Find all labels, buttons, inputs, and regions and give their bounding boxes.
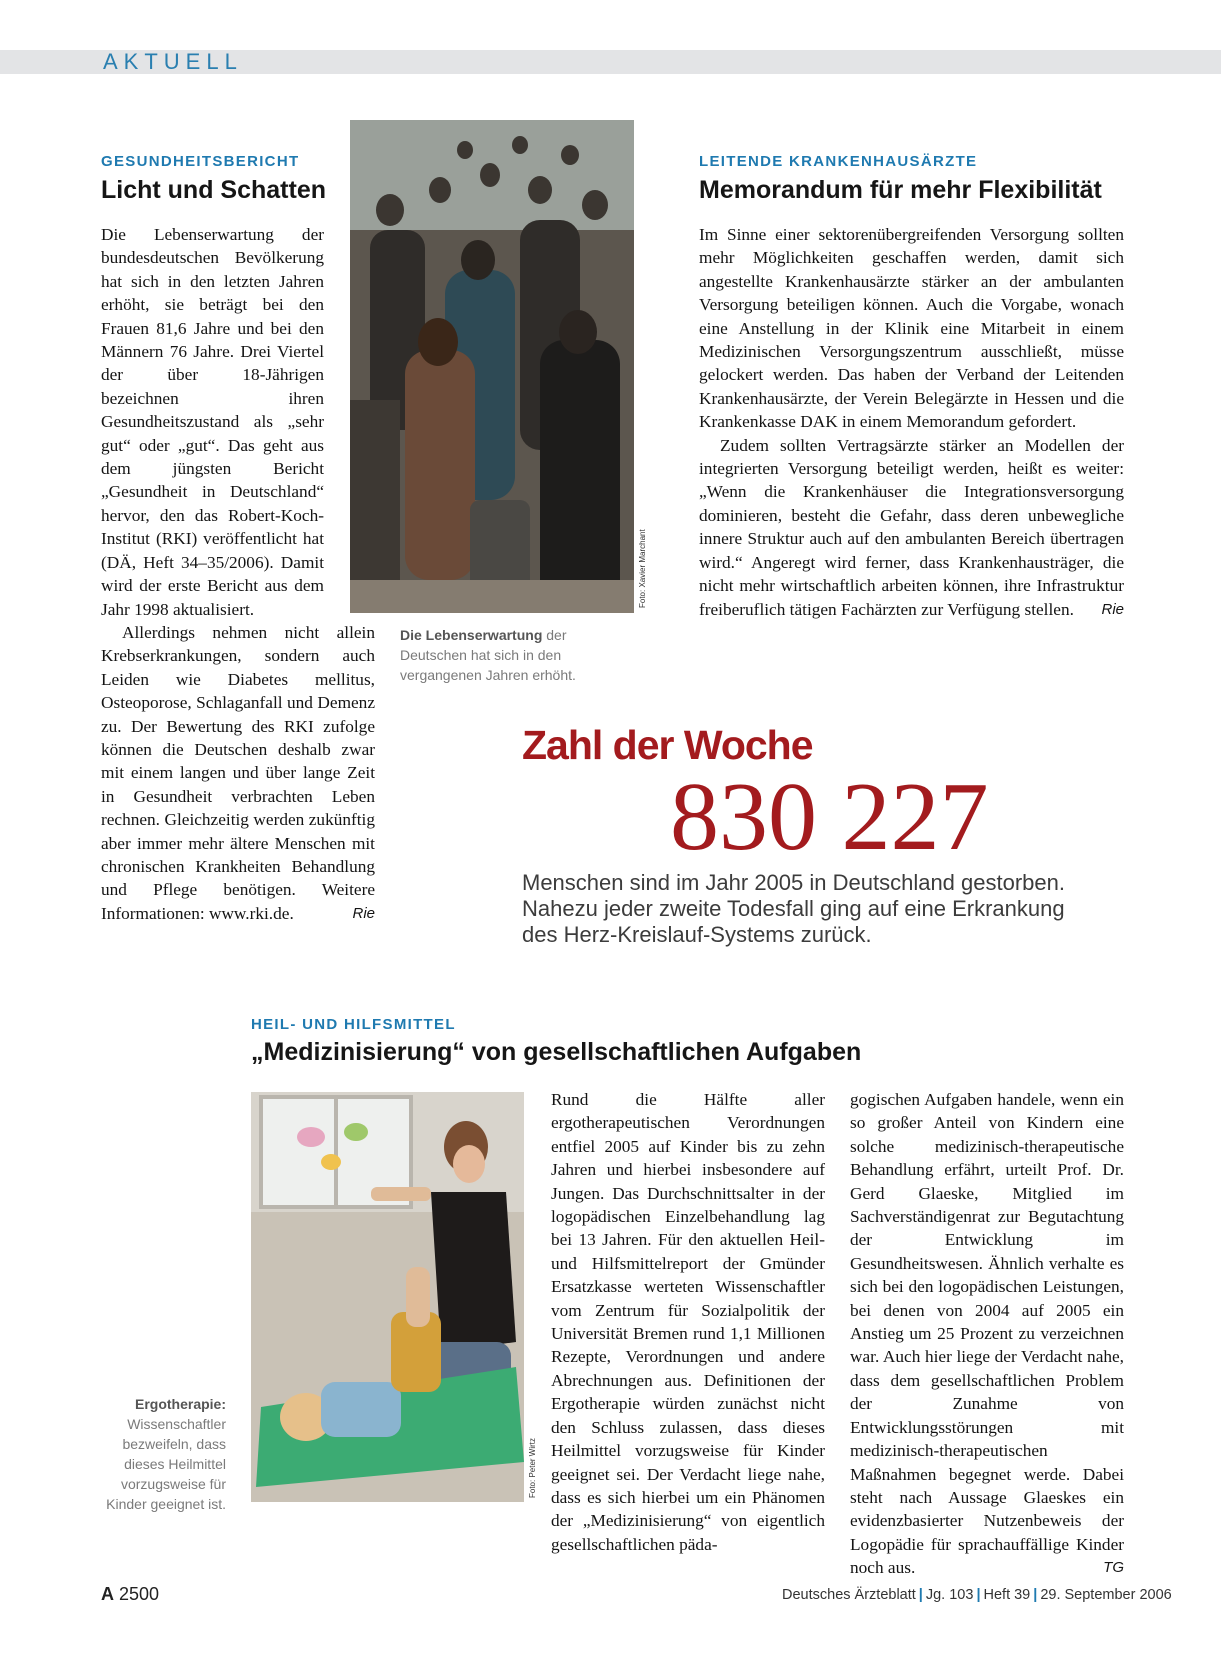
article1-para1: Die Lebenserwartung der bundesdeutschen Bevölkerung hat sich in den letzten Jahren erhöht, sie beträgt bei den Frauen 81,6 Jahre und bei den Männern 76 Jahre. Drei Viertel der über 18-Jährigen bezeichnen ihren Gesundheitszustand als „sehr gut“ oder „gut“. Das geht aus dem jüngsten Bericht „Gesundheit in Deutschland“ hervor, den das Robert-Koch-Institut (RKI) veröffentlicht hat (DÄ, Heft 34–35/2006). Damit wird der erste Bericht aus dem Jahr 1998 aktualisiert. — [101, 225, 324, 619]
crowd-caption-bold: Die Lebenserwartung — [400, 627, 543, 643]
article1-kicker: GESUNDHEITSBERICHT — [101, 153, 300, 170]
article3-col2-text: gogischen Aufgaben handele, wenn ein so großer Anteil von Kindern eine solche medizinisch-therapeutische Behandlung erfährt, urteilt Prof. Dr. Gerd Glaeske, Mitglied im Sachverständigenrat zur Begutachtung der Entwicklung im Gesundheitswesen. Ähnlich verhalte es sich bei den logopädischen Leistungen, bei denen von 2004 auf 2005 ein Anstieg um 25 Prozent zu verzeichnen war. Auch hier liege der Verdacht nahe, dass dem gesellschaftlichen Problem der Zunahme von Entwicklungsstörungen mit medizinisch-therapeutischen Maßnahmen begegnet werde. Dabei steht nach Aussage Glaeskes ein evidenzbasierter Nutzenbeweis der Logopädie für sprachauffällige Kinder noch aus. — [850, 1090, 1124, 1578]
article1-para2-block — [101, 621, 375, 925]
article2-signature: Rie — [1101, 600, 1124, 618]
section-label: AKTUELL — [103, 49, 243, 74]
article2-headline: Memorandum für mehr Flexibilität — [699, 176, 1102, 204]
journal-date: 29. September 2006 — [1040, 1587, 1172, 1603]
article1-headline: Licht und Schatten — [101, 176, 326, 204]
crowd-photo — [350, 120, 634, 613]
footer-separator: | — [1033, 1587, 1038, 1603]
page-prefix: A — [101, 1584, 114, 1604]
zahl-der-woche-title: Zahl der Woche — [522, 722, 813, 768]
article3-col1: Rund die Hälfte aller ergotherapeutischen Verordnungen entfiel 2005 auf Kinder bis zu zehn Jahren und hierbei insbesondere auf Jungen. Das Durchschnittsalter in der logopädischen Einzelbehandlung lag bei 13 Jahren. Für den aktuellen Heil- und Hilfsmittelreport der Gmünder Ersatzkasse werteten Wissenschaftler vom Zentrum für Sozialpolitik der Universität Bremen rund 1,1 Millionen Rezepte, Verordnungen und andere Abrechnungen aus. Definitionen der Ergotherapie würden zunächst nicht den Schluss zulassen, dass dieses Heilmittel vorzugsweise für Kinder geeignet sei. Der Verdacht liege nahe, dass es sich hierbei um ein Phänomen der „Medizinisierung“ von eigentlich gesellschaftlichen päda- — [551, 1090, 825, 1554]
footer-journal-info — [782, 1587, 1172, 1603]
article3-col2 — [850, 1088, 1124, 1580]
article3-signature: TG — [1103, 1559, 1124, 1577]
footer-separator: | — [918, 1587, 923, 1603]
article2-para2: Zudem sollten Vertragsärzte stärker an Modellen der integrierten Versorgung beteiligt werden, heißt es weiter: „Wenn die Krankenhäuser die Integrationsversorgung dominieren, besteht die Gefahr, dass deren unbewegliche innere Struktur auch auf den ambulanten Bereich übertragen wird.“ Angeregt wird ferner, dass Krankenhausträger, die nicht mehr wirtschaftlich arbeiten können, ihre Infrastruktur freiberuflich tätigen Fachärzten zur Verfügung stellen. — [699, 435, 1124, 619]
article1-para2: Allerdings nehmen nicht allein Krebserkrankungen, sondern auch Leiden wie Diabetes mellitus, Osteoporose, Schlaganfall und Demenz zu. Der Bewertung des RKI zufolge können die Deutschen deshalb zwar mit einem langen und über lange Zeit in Gesundheit verbrachten Leben rechnen. Gleichzeitig werden zukünftig aber immer mehr ältere Menschen mit chronischen Krankheiten Behandlung und Pflege benötigen. Weitere Informationen: www.rki.de. — [101, 623, 375, 923]
therapy-photo-credit: Foto: Peter Wirtz — [528, 1437, 537, 1498]
footer-separator: | — [976, 1587, 981, 1603]
crowd-photo-credit: Foto: Xavier Marchant — [638, 529, 647, 608]
article2-para1: Im Sinne einer sektorenübergreifenden Versorgung sollten mehr Möglichkeiten geschaffen werden, damit sich angestellte Krankenhausärzte stärker an der ambulanten Versorgung beteiligen können. Auch die Vorgabe, wonach eine Anstellung in der Klinik eine Mitarbeit in einem Medizinischen Versorgungszentrum ausschließt, müsse gelockert werden. Das haben der Verband der Leitenden Krankenhausärzte, der Verein Belegärzte in Hessen und die Krankenkasse DAK in einem Memorandum gefordert. — [699, 225, 1124, 432]
article1-signature: Rie — [352, 904, 375, 922]
crowd-caption-text: der Deutschen hat sich in den vergangenen Jahren erhöht. — [400, 627, 576, 683]
zahl-der-woche-number: 830 227 — [670, 763, 989, 871]
page-number — [101, 1584, 159, 1605]
article2-body — [699, 223, 1124, 621]
article2-kicker: LEITENDE KRANKENHAUSÄRZTE — [699, 153, 978, 170]
crowd-photo-caption — [400, 625, 625, 685]
article3-kicker: HEIL- UND HILFSMITTEL — [251, 1016, 456, 1033]
therapy-caption-text: Wissenschaftler bezweifeln, dass dieses Heilmittel vorzugsweise für Kinder geeignet ist. — [106, 1416, 226, 1512]
therapy-photo — [251, 1092, 524, 1502]
zahl-der-woche-text: Menschen sind im Jahr 2005 in Deutschland gestorben. Nahezu jeder zweite Todesfall ging auf eine Erkrankung des Herz-Kreislauf-Systems zurück. — [522, 870, 1065, 947]
page-number-value: 2500 — [119, 1584, 160, 1604]
journal-name: Deutsches Ärzteblatt — [782, 1587, 916, 1603]
therapy-photo-caption — [96, 1394, 226, 1514]
article3-headline: „Medizinisierung“ von gesellschaftlichen Aufgaben — [251, 1038, 862, 1066]
therapy-caption-bold: Ergotherapie: — [134, 1396, 226, 1412]
journal-volume: Jg. 103 — [925, 1587, 974, 1603]
journal-issue: Heft 39 — [983, 1587, 1031, 1603]
